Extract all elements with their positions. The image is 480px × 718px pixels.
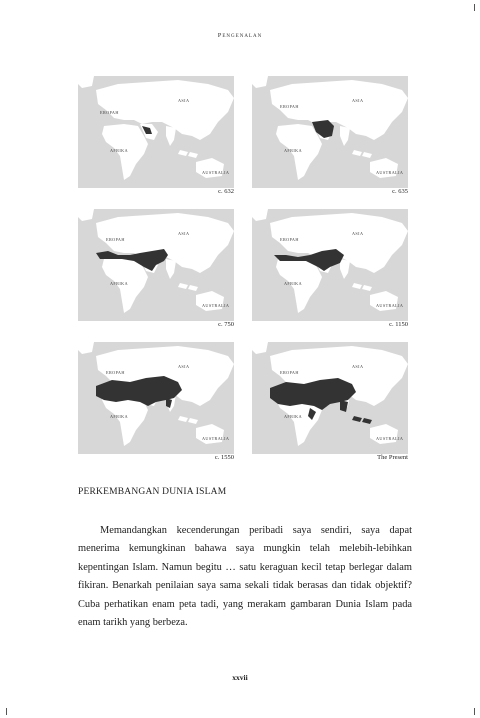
map-caption: The Present xyxy=(377,454,408,461)
continent-label-eropah: EROPAH xyxy=(280,237,299,242)
continent-label-eropah: EROPAH xyxy=(106,370,125,375)
map-present xyxy=(252,342,408,461)
continent-label-australia: AUSTRALIA xyxy=(376,170,404,175)
crop-mark xyxy=(6,708,7,715)
map-graphic xyxy=(252,76,408,188)
body-paragraph xyxy=(78,522,412,632)
map-caption: c. 1550 xyxy=(214,454,234,461)
map-graphic xyxy=(252,209,408,321)
map-caption: c. 632 xyxy=(218,188,234,195)
map-c750 xyxy=(78,209,234,328)
continent-label-eropah: EROPAH xyxy=(280,370,299,375)
world-map xyxy=(252,342,408,454)
map-caption: c. 750 xyxy=(218,321,234,328)
continent-label-asia: ASIA xyxy=(178,98,190,103)
world-map xyxy=(252,76,408,188)
crop-mark xyxy=(474,708,475,715)
continent-label-afrika: AFRIKA xyxy=(284,281,302,286)
continent-label-afrika: AFRIKA xyxy=(284,414,302,419)
map-caption: c. 1150 xyxy=(389,321,408,328)
continent-label-eropah: EROPAH xyxy=(106,237,125,242)
figure-title: PERKEMBANGAN DUNIA ISLAM xyxy=(78,487,227,497)
continent-label-asia: ASIA xyxy=(352,364,364,369)
continent-label-australia: AUSTRALIA xyxy=(376,303,404,308)
continent-label-afrika: AFRIKA xyxy=(110,414,128,419)
page-number: xxvii xyxy=(232,673,248,682)
map-graphic xyxy=(252,342,408,454)
continent-label-australia: AUSTRALIA xyxy=(376,436,404,441)
continent-label-asia: ASIA xyxy=(178,364,190,369)
continent-label-afrika: AFRIKA xyxy=(110,148,128,153)
world-map xyxy=(78,76,234,188)
world-map xyxy=(78,209,234,321)
continent-label-afrika: AFRIKA xyxy=(110,281,128,286)
continent-label-eropah: EROPAH xyxy=(100,110,119,115)
continent-label-eropah: EROPAH xyxy=(280,104,299,109)
world-map xyxy=(252,209,408,321)
body-text: Memandangkan kecenderungan peribadi saya sendiri, saya dapat menerima kemungkinan bahawa saya mungkin telah melebih-lebihkan kepentingan Islam. Namun begitu … satu keraguan kecil tetap berlegar dalam fikiran. Benarkah penilaian saya sama sekali tidak berasas dan tidak objektif? Cuba perhatikan enam peta tadi, yang merakam gambaran Dunia Islam pada enam tarikh yang berbeza. xyxy=(78,525,412,629)
running-header: Pengenalan xyxy=(217,32,263,39)
crop-mark xyxy=(474,4,475,11)
continent-label-asia: ASIA xyxy=(352,231,364,236)
continent-label-australia: AUSTRALIA xyxy=(202,170,230,175)
continent-label-asia: ASIA xyxy=(352,98,364,103)
map-c632 xyxy=(78,76,234,195)
continent-label-asia: ASIA xyxy=(178,231,190,236)
map-graphic xyxy=(78,76,234,188)
map-c635 xyxy=(252,76,408,195)
map-c1550 xyxy=(78,342,234,461)
world-map xyxy=(78,342,234,454)
continent-label-australia: AUSTRALIA xyxy=(202,436,230,441)
map-c1150 xyxy=(252,209,408,328)
continent-label-australia: AUSTRALIA xyxy=(202,303,230,308)
map-caption: c. 635 xyxy=(392,188,408,195)
map-graphic xyxy=(78,209,234,321)
map-graphic xyxy=(78,342,234,454)
continent-label-afrika: AFRIKA xyxy=(284,148,302,153)
